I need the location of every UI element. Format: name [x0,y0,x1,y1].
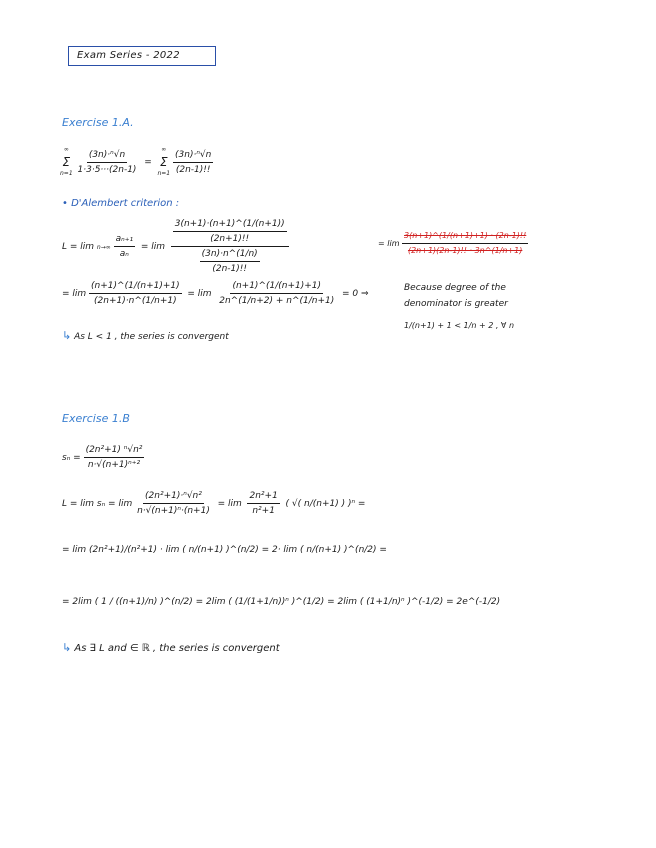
big-denominator-bottom: (2n-1)!! [212,264,247,274]
limit-line-3: = 2lim ( 1 / ((n+1)/n) )^(n/2) = 2lim ( (1/(1+1/n))ⁿ )^(1/2) = 2lim ( (1+1/n)ⁿ )^(-1/2) = 2e^(-1/2) [62,597,501,607]
limit-line-1 [62,490,365,517]
sum-symbol-2: Σ [160,155,168,169]
sum-upper-2: ∞ [161,146,167,153]
equals: = [144,157,152,168]
line1-tail: ( √( n/(n+1) ) )ⁿ = [285,499,366,509]
sum-upper: ∞ [63,146,69,153]
ratio-step-1: L = lim n→∞ $\frac{\text{aₙ₊₁}}{\text{aₙ}}$ = lim $\frac{\frac{3(n+1)\cdot(n+1)\^{}(1/(n+1))}{(2n+1)!!}}{\frac{(3n)\cdot n\^{}(1/n)}{(2n-1)!!}}$ [62,218,289,275]
conclusion-1b-text: As ∃ L and ∈ ℝ , the series is convergent [74,643,280,654]
rhs-denominator: (2n-1)!! [175,164,211,175]
line1-mid: = lim [217,499,242,509]
ratio-step-3: = lim $\frac{(n+1)\^{}(1/(n+1)+1)}{(2n+1)\cdot n\^{}(1/n+1)}$ = lim $\frac{(n+1)\^{}(1/(n+1)+1)}{2n\^{}(1/n+2) + n\^{}(1/n+1)}$ = 0 ⇒ [62,281,369,306]
s-definition [62,444,144,471]
lhs-denominator: 1·3·5···(2n-1) [77,164,137,175]
exercise-1b-heading: Exercise 1.B [62,412,130,425]
page-title: Exam Series - 2022 [68,46,216,66]
conclusion-1a-text: As L < 1 , the series is convergent [74,332,229,342]
series-definition [60,144,213,180]
reason-line-1: Because degree of the [404,283,506,293]
reason-line-3: 1/(n+1) + 1 < 1/n + 2 , ∀ n [404,321,515,330]
conclusion-1b [62,642,280,655]
s-numerator: (2n²+1) ⁿ√n² [84,444,145,458]
lhs-numerator: (3n)·ⁿ√n [87,149,127,163]
L-definition: L = lim [62,242,95,252]
limit-line-2: = lim (2n²+1)/(n²+1) · lim ( n/(n+1) )^(n/2) = 2· lim ( n/(n+1) )^(n/2) = [62,545,387,555]
conclusion-1a [62,330,229,343]
criterion-label: • D'Alembert criterion : [62,198,180,209]
exercise-1a-heading: Exercise 1.A. [62,116,134,129]
s-denominator: n·√(n+1)ⁿ⁺² [87,460,141,470]
lim-subscript: n→∞ [96,244,111,251]
step3b-denominator: 2n^(1/n+2) + n^(1/n+1) [219,296,335,306]
sum-lower-2: n=1 [157,170,171,177]
step3-denominator: (2n+1)·n^(1/n+1) [94,296,177,306]
big-numerator-top: 3(n+1)·(n+1)^(1/(n+1)) [173,218,287,232]
sum-symbol: Σ [62,155,71,169]
step3-lead: = lim [62,289,87,299]
line1-lead: L = lim sₙ = lim [62,499,133,509]
reason-line-2: denominator is greater [404,299,508,309]
sum-lower: n=1 [60,170,73,177]
line1-denominator: n·√(n+1)ⁿ·(n+1) [137,506,210,516]
line1-numerator: (2n²+1)·ⁿ√n² [143,490,204,504]
step2-denominator: (2n+1)(2n-1)!! · 3n^(1/n+1) [407,246,523,255]
line1-frac-numerator: 2n²+1 [247,490,279,504]
step3b-numerator: (n+1)^(1/(n+1)+1) [230,280,323,294]
big-denominator-top: (3n)·n^(1/n) [200,248,260,262]
s-lhs: sₙ = [62,453,81,463]
arrow-icon: ↳ [62,329,72,342]
step2-numerator: 3(n+1)^(1/(n+1)+1) · (2n-1)!! [404,231,527,240]
arrow-icon-2: ↳ [62,641,72,654]
step3-numerator: (n+1)^(1/(n+1)+1) [89,280,182,294]
ratio-step-2: = lim $\frac{3(n+1)\^{}(1/(n+1)+1) \cdot (2n-1)!!}{(2n+1)(2n-1)!! \cdot 3n\^{}(1/n+1)}$ [378,231,527,255]
ratio-denominator: aₙ [119,249,129,259]
step3-result: = 0 ⇒ [341,289,369,299]
ratio-numerator: aₙ₊₁ [114,233,135,247]
big-numerator-bottom: (2n+1)!! [210,234,250,244]
line1-frac-denominator: n²+1 [252,506,275,516]
rhs-numerator: (3n)·ⁿ√n [173,149,213,163]
